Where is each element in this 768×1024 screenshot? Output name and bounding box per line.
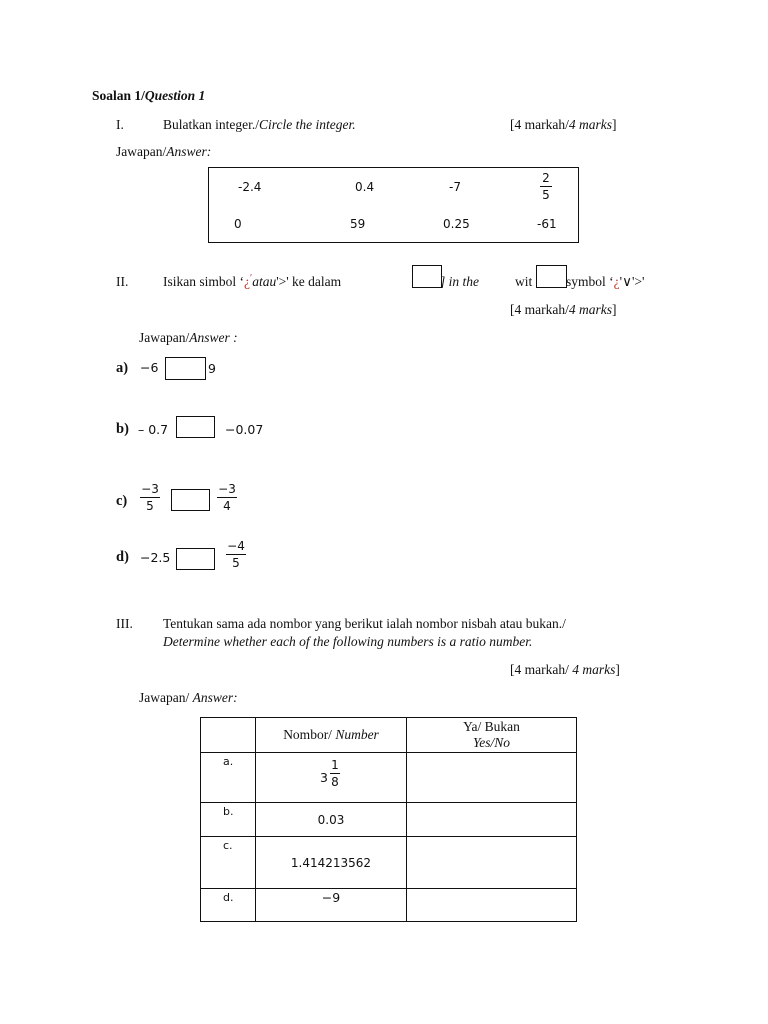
part2-wit: wit xyxy=(515,274,533,289)
table-header-row xyxy=(201,718,577,753)
part1-numeral: I. xyxy=(116,117,124,132)
row-number-cell xyxy=(256,803,407,837)
item-b-right: −0.07 xyxy=(225,422,264,437)
part1-marks-ms: [4 markah/ xyxy=(510,117,569,132)
table-row xyxy=(201,753,577,803)
integer-option-4[interactable] xyxy=(538,171,554,203)
item-c-left-den: 5 xyxy=(146,499,154,513)
item-a-answer-box[interactable] xyxy=(165,357,206,380)
part1-marks xyxy=(510,117,616,133)
row-number-cell xyxy=(256,753,407,803)
part2-in-the: ] in the xyxy=(440,274,479,289)
row-label: b. xyxy=(223,805,234,818)
integer-option-2[interactable]: 0.4 xyxy=(355,180,375,194)
part1-answer-en: Answer: xyxy=(166,144,212,159)
item-d-left: −2.5 xyxy=(140,550,171,565)
row-label-cell xyxy=(201,803,256,837)
row-label: a. xyxy=(223,755,234,768)
mixed-whole: 3 xyxy=(320,770,328,785)
table-row xyxy=(201,803,577,837)
item-d-answer-box[interactable] xyxy=(176,548,215,570)
row-number-cell xyxy=(256,837,407,889)
mixed-num: 1 xyxy=(331,758,339,772)
heading-text-en: Question 1 xyxy=(144,88,206,103)
table-row xyxy=(201,889,577,922)
mixed-fraction xyxy=(328,758,342,790)
integer-answer-box xyxy=(208,167,579,243)
heading-text: Soalan 1/ xyxy=(92,88,145,103)
fraction-denominator: 5 xyxy=(542,188,550,202)
row-label-cell xyxy=(201,889,256,922)
header-yes-en: Yes/No xyxy=(472,735,511,750)
integer-option-3[interactable]: -7 xyxy=(449,180,461,194)
part2-marks-ms: [4 markah/ xyxy=(510,302,569,317)
part3-marks-ms: [4 markah/ xyxy=(510,662,569,677)
item-c-right-fraction xyxy=(215,482,239,514)
part2-marks-close: ] xyxy=(611,302,617,317)
mixed-den: 8 xyxy=(331,775,339,789)
part2-answer-ms: Jawapan/ xyxy=(139,330,190,345)
item-a-label: a) xyxy=(116,360,129,376)
item-d-label: d) xyxy=(116,549,129,565)
question-heading xyxy=(92,88,205,104)
row-answer-cell[interactable] xyxy=(407,753,577,803)
part3-instruction-ms: Tentukan sama ada nombor yang berikut ialah nombor nisbah atau bukan./ xyxy=(163,616,566,631)
item-d-right-num: −4 xyxy=(227,539,245,553)
header-number-en: Number xyxy=(335,727,379,742)
header-yes: Ya/ Bukan xyxy=(463,719,520,734)
header-label-cell xyxy=(201,718,256,753)
part2-symbol-text xyxy=(566,274,644,290)
part2-or: ∨'>' xyxy=(622,274,645,289)
integer-option-1[interactable]: -2.4 xyxy=(238,180,262,194)
integer-option-7[interactable]: 0.25 xyxy=(443,217,470,231)
row-label: d. xyxy=(223,891,234,904)
item-b-left: – 0.7 xyxy=(138,422,169,437)
part2-numeral: II. xyxy=(116,274,129,289)
row-number-cell xyxy=(256,889,407,922)
header-yes-cell xyxy=(407,718,577,753)
part1-instruction xyxy=(163,117,356,133)
item-c-right-num: −3 xyxy=(218,482,236,496)
item-a-left: −6 xyxy=(140,360,159,375)
part2-glyph3: ¿ xyxy=(613,274,620,289)
item-a-right: 9 xyxy=(208,361,216,376)
part3-answer-en: Answer: xyxy=(192,690,238,705)
row-answer-cell[interactable] xyxy=(407,803,577,837)
part2-marks xyxy=(510,302,616,318)
part1-answer-label xyxy=(116,144,211,160)
integer-option-6[interactable]: 59 xyxy=(350,217,366,231)
part3-instruction-en: Determine whether each of the following numbers is a ratio number. xyxy=(163,634,533,649)
part3-numeral: III. xyxy=(116,616,133,631)
item-c-label: c) xyxy=(116,493,128,509)
part2-glyph4: ' xyxy=(619,274,623,289)
fraction-numerator: 2 xyxy=(542,171,550,185)
row-value: 0.03 xyxy=(317,812,345,827)
integer-option-8[interactable]: -61 xyxy=(537,217,557,231)
row-label-cell xyxy=(201,753,256,803)
table-row xyxy=(201,837,577,889)
item-c-left-num: −3 xyxy=(141,482,159,496)
row-label: c. xyxy=(223,839,233,852)
part2-marks-en: 4 marks xyxy=(568,302,612,317)
row-answer-cell[interactable] xyxy=(407,837,577,889)
part2-instruction xyxy=(163,274,341,290)
part1-instruction-en: Circle the integer. xyxy=(258,117,356,132)
part3-marks-close: ] xyxy=(615,662,620,677)
item-c-right-den: 4 xyxy=(223,499,231,513)
item-d-right-den: 5 xyxy=(232,556,240,570)
header-number-cell xyxy=(256,718,407,753)
part3-answer-label xyxy=(139,690,238,706)
row-answer-cell[interactable] xyxy=(407,889,577,922)
part2-atau: atau xyxy=(252,274,277,289)
item-c-answer-box[interactable] xyxy=(171,489,210,511)
instruction-box-1 xyxy=(412,265,442,288)
part2-answer-en: Answer : xyxy=(189,330,238,345)
part2-text-b: '>' ke dalam xyxy=(276,274,342,289)
ratio-number-table xyxy=(200,717,577,922)
part2-answer-label xyxy=(139,330,238,346)
part2-text-a: Isikan simbol ‘ xyxy=(163,274,244,289)
header-number: Nombor/ xyxy=(283,727,336,742)
integer-option-5[interactable]: 0 xyxy=(234,217,242,231)
part2-symbol: symbol ‘ xyxy=(566,274,614,289)
part3-marks xyxy=(510,662,620,678)
instruction-box-2 xyxy=(536,265,567,288)
item-d-right-fraction xyxy=(224,539,248,571)
row-label-cell xyxy=(201,837,256,889)
item-c-left-fraction xyxy=(138,482,162,514)
part3-answer-ms: Jawapan/ xyxy=(139,690,193,705)
part2-glyph2: ′ xyxy=(250,273,253,284)
part1-marks-close: ] xyxy=(611,117,617,132)
part1-answer-ms: Jawapan/ xyxy=(116,144,167,159)
row-value: −9 xyxy=(321,890,341,905)
part1-instruction-ms: Bulatkan integer./ xyxy=(163,117,259,132)
item-b-answer-box[interactable] xyxy=(176,416,215,438)
row-value: 1.414213562 xyxy=(290,855,372,870)
item-b-label: b) xyxy=(116,421,129,437)
part1-marks-en: 4 marks xyxy=(568,117,612,132)
part3-marks-en: 4 marks xyxy=(568,662,616,677)
part2-glyph1: ¿ xyxy=(244,274,250,289)
